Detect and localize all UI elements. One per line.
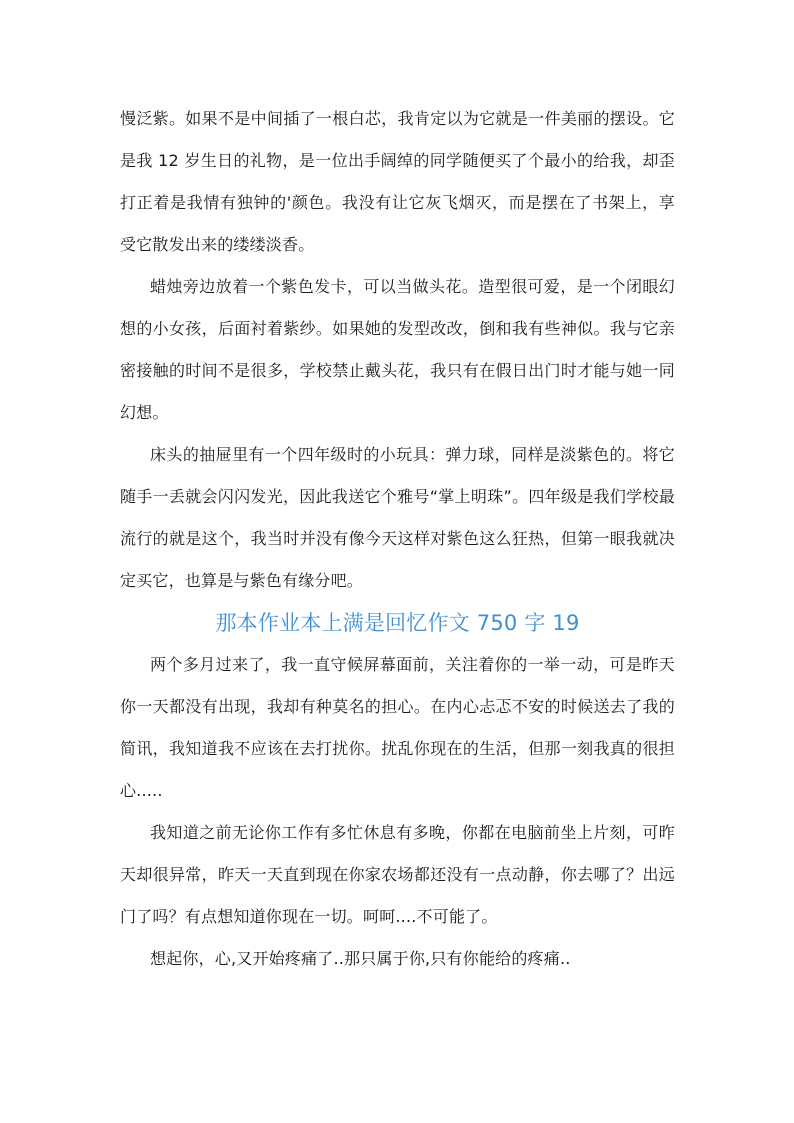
paragraph-heartache: 想起你，心,又开始疼痛了..那只属于你,只有你能给的疼痛.. bbox=[150, 949, 571, 968]
paragraph-worry: 我知道之前无论你工作有多忙休息有多晚，你都在电脑前坐上片刻，可昨天却很异常，昨天一天直到现在你家农场都还没有一点动静，你去哪了？出远门了吗？有点想知道你现在一切。呵呵....不可能了。 bbox=[120, 823, 675, 926]
paragraph-purple-hairpin: 蜡烛旁边放着一个紫色发卡，可以当做头花。造型很可爱，是一个闭眼幻想的小女孩，后面衬着紫纱。如果她的发型改改，倒和我有些神似。我与它亲密接触的时间不是很多，学校禁止戴头花，我只有在假日出门时才能与她一同幻想。 bbox=[120, 277, 675, 422]
paragraph-purple-candle: 慢泛紫。如果不是中间插了一根白芯，我肯定以为它就是一件美丽的摆设。它是我 12 岁生日的礼物，是一位出手阔绰的同学随便买了个最小的给我，却歪打正着是我情有独钟的'颜色。我没有让它灰飞烟灭，而是摆在了书架上，享受它散发出来的缕缕淡香。 bbox=[120, 109, 675, 254]
document-body bbox=[120, 98, 675, 980]
paragraph-waiting-screen: 两个多月过来了，我一直守候屏幕面前，关注着你的一举一动，可是昨天你一天都没有出现，我却有种莫名的担心。在内心忐忑不安的时候送去了我的简讯，我知道我不应该在去打扰你。扰乱你现在的生活，但那一刻我真的很担心..... bbox=[120, 655, 675, 800]
section-heading: 那本作业本上满是回忆作文 750 字 19 bbox=[215, 611, 580, 635]
paragraph-bouncy-ball: 床头的抽屉里有一个四年级时的小玩具：弹力球，同样是淡紫色的。将它随手一丢就会闪闪发光，因此我送它个雅号“掌上明珠”。四年级是我们学校最流行的就是这个，我当时并没有像今天这样对紫色这么狂热，但第一眼我就决定买它，也算是与紫色有缘分吧。 bbox=[120, 445, 675, 590]
